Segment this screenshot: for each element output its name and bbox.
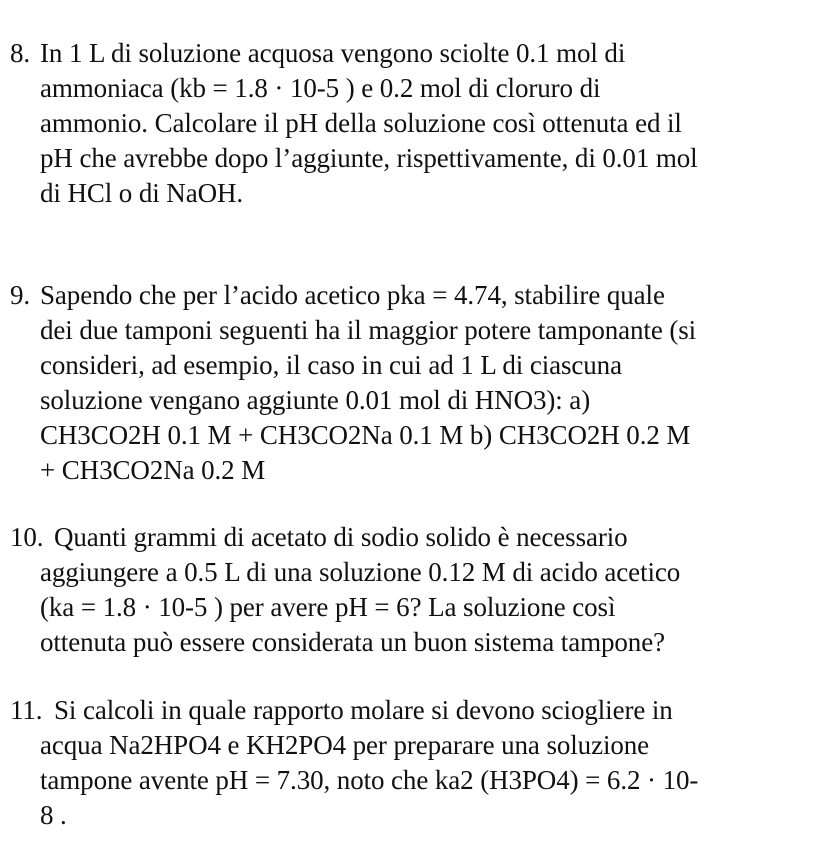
problem-line: (ka = 1.8 · 10-5 ) per avere pH = 6? La soluzione così — [40, 592, 616, 622]
problem-line: di HCl o di NaOH. — [40, 178, 244, 208]
problem-number: 11. — [10, 695, 43, 725]
problem-line: + CH3CO2Na 0.2 M — [40, 455, 266, 485]
problem-line: In 1 L di soluzione acquosa vengono sciolte 0.1 mol di — [40, 38, 626, 68]
problem-line: consideri, ad esempio, il caso in cui ad 1 L di ciascuna — [40, 350, 622, 380]
problem-line: dei due tamponi seguenti ha il maggior potere tamponante (si — [40, 315, 697, 345]
problem-number: 8. — [10, 38, 31, 68]
problem-line: ammonio. Calcolare il pH della soluzione così ottenuta ed il — [40, 108, 682, 138]
problem-line: Quanti grammi di acetato di sodio solido è necessario — [54, 522, 628, 552]
problem-line: Si calcoli in quale rapporto molare si devono sciogliere in — [54, 695, 673, 725]
problem-line: ammoniaca (kb = 1.8 · 10-5 ) e 0.2 mol di cloruro di — [40, 73, 601, 103]
problem-line: ottenuta può essere considerata un buon sistema tampone? — [40, 627, 665, 657]
problem-line: 8 . — [40, 800, 67, 830]
problem-line: Sapendo che per l’acido acetico pka = 4.74, stabilire quale — [40, 280, 665, 310]
problem-line: acqua Na2HPO4 e KH2PO4 per preparare una soluzione — [40, 730, 650, 760]
problem-number: 9. — [10, 280, 31, 310]
problem-line: tampone avente pH = 7.30, noto che ka2 (H3PO4) = 6.2 · 10- — [40, 765, 699, 795]
problem-line: CH3CO2H 0.1 M + CH3CO2Na 0.1 M b) CH3CO2H 0.2 M — [40, 420, 691, 450]
problem-number: 10. — [10, 522, 44, 552]
problem-line: aggiungere a 0.5 L di una soluzione 0.12 M di acido acetico — [40, 557, 681, 587]
problem-line: pH che avrebbe dopo l’aggiunte, rispettivamente, di 0.01 mol — [40, 143, 698, 173]
problem-line: soluzione vengano aggiunte 0.01 mol di HNO3): a) — [40, 385, 591, 415]
